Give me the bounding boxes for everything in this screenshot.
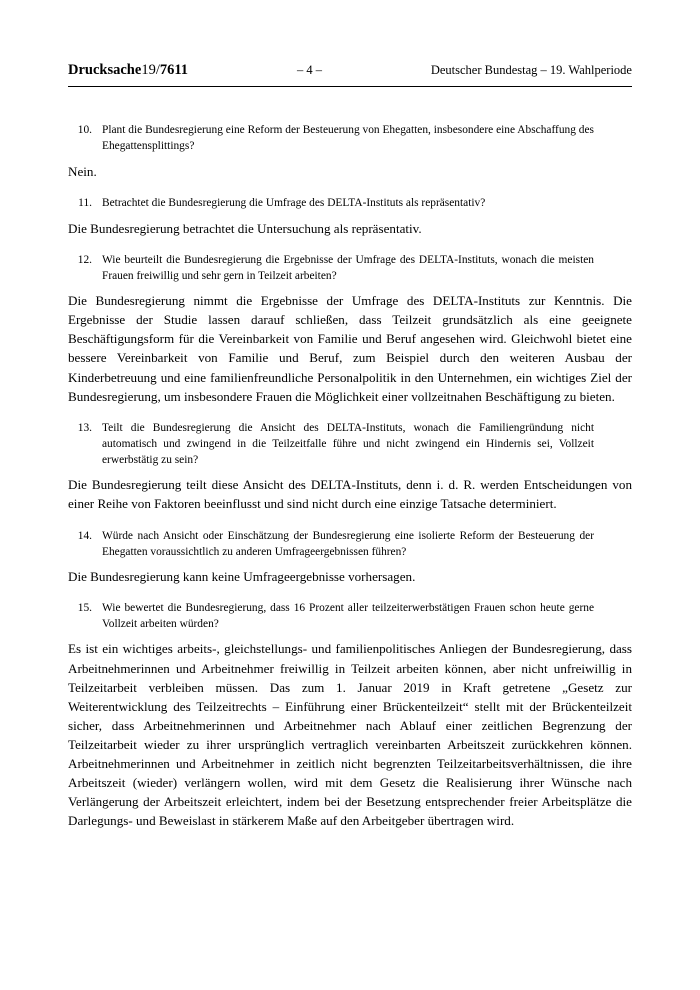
drucksache-number-prefix: 19/ [141, 62, 160, 78]
answer-text: Es ist ein wichtiges arbeits-, gleichstellungs- und familienpolitisches Anliegen der Bundesregierung, dass Arbeitnehmerinnen und Arbeitnehmer freiwillig in Teilzeit arbeiten können, aber nicht unfreiwillig in Teilzeitarbeit verbleiben müssen. Das zum 1. Januar 2019 in Kraft getretene „Gesetz zur Weiterentwicklung des Teilzeitrechts – Einführung einer Brückenteilzeit“ stellt mit der Brückenteilzeit sicher, dass Arbeitnehmerinnen und Arbeitnehmer nach Ablauf einer zeitlichen Begrenzung der Teilzeitarbeit wieder zu ihrer ursprünglich vertraglich vereinbarten Arbeitszeit zurückkehren können. Arbeitnehmerinnen und Arbeitnehmer in zeitlich nicht begrenzten Teilzeitarbeitsverhältnissen, die ihre Arbeitszeit (wieder) verlängern wollen, wird mit dem Gesetz die Realisierung ihrer Wünsche nach Verlängerung der Arbeitszeit erleichtert, indem bei der Besetzung entsprechender freier Arbeitsplätze die Darlegungs- und Beweislast in stärkerem Maße auf den Arbeitgeber übertragen wird. [68, 641, 632, 829]
page-header [68, 62, 632, 79]
answer-text: Die Bundesregierung kann keine Umfrageergebnisse vorhersagen. [68, 568, 416, 584]
question-block [68, 252, 632, 284]
question-text: Würde nach Ansicht oder Einschätzung der Bundesregierung eine isolierte Reform der Besteuerung der Ehegatten voraussichtlich zu anderen Umfrageergebnissen führen? [102, 529, 594, 558]
question-block [68, 420, 632, 469]
question-text: Plant die Bundesregierung eine Reform der Besteuerung von Ehegatten, insbesondere eine Abschaffung des Ehegattensplittings? [102, 124, 594, 153]
answer-text: Die Bundesregierung teilt diese Ansicht des DELTA-Instituts, denn i. d. R. werden Entscheidungen von einer Reihe von Faktoren beeinflusst und sind nicht durch eine einzige Tatsache determiniert. [68, 477, 632, 512]
drucksache-label: Drucksache [68, 62, 142, 78]
question-number: 10. [77, 124, 92, 136]
question-number: 11. [78, 197, 92, 210]
answer-text: Nein. [68, 164, 97, 180]
answer-text: Die Bundesregierung nimmt die Ergebnisse der Umfrage des DELTA-Instituts zur Kenntnis. Die Ergebnisse der Studie lassen darauf schließen, dass Teilzeit grundsätzlich als eine geeignete Beschäftigungsform für die Vereinbarkeit von Familie und Beruf angesehen wird. Gleichwohl bietet eine bessere Vereinbarkeit von Familie und Beruf, zum Beispiel durch den weiteren Ausbau der Kinderbetreuung und eine familienfreundliche Personalpolitik in den Unternehmen, ein wichtiges Ziel der Bundesregierung, um insbesondere Frauen die Möglichkeit einer vollzeitnahen Beschäftigung zu bieten. [68, 293, 632, 404]
question-number: 12. [77, 253, 92, 266]
question-number: 15. [77, 602, 92, 615]
question-block [68, 122, 632, 154]
question-block [68, 195, 632, 211]
question-block [68, 600, 632, 632]
drucksache-number: 7611 [159, 62, 189, 78]
parliament-term: Deutscher Bundestag – 19. Wahlperiode [430, 63, 632, 77]
question-number: 14. [77, 529, 92, 542]
page-number: – 4 – [296, 63, 322, 77]
answer-text: Die Bundesregierung betrachtet die Untersuchung als repräsentativ. [68, 220, 422, 236]
question-number: 13. [77, 421, 92, 434]
question-text: Betrachtet die Bundesregierung die Umfrage des DELTA-Instituts als repräsentativ? [102, 197, 486, 210]
question-text: Wie bewertet die Bundesregierung, dass 16 Prozent aller teilzeiterwerbstätigen Frauen schon heute gerne Vollzeit arbeiten würden? [102, 602, 594, 631]
document-body [68, 108, 632, 835]
question-text: Wie beurteilt die Bundesregierung die Ergebnisse der Umfrage des DELTA-Instituts, wonach die meisten Frauen freiwillig und sehr gern in Teilzeit arbeiten? [102, 253, 594, 282]
question-text: Teilt die Bundesregierung die Ansicht des DELTA-Instituts, wonach die Familiengründung nicht automatisch und zwingend in die Teilzeitfalle führe und nicht zwingend ein Hindernis sei, Vollzeit erwerbstätig zu sein? [102, 421, 594, 467]
header-divider [68, 86, 632, 87]
question-block [68, 528, 632, 560]
document-reference [68, 62, 188, 79]
